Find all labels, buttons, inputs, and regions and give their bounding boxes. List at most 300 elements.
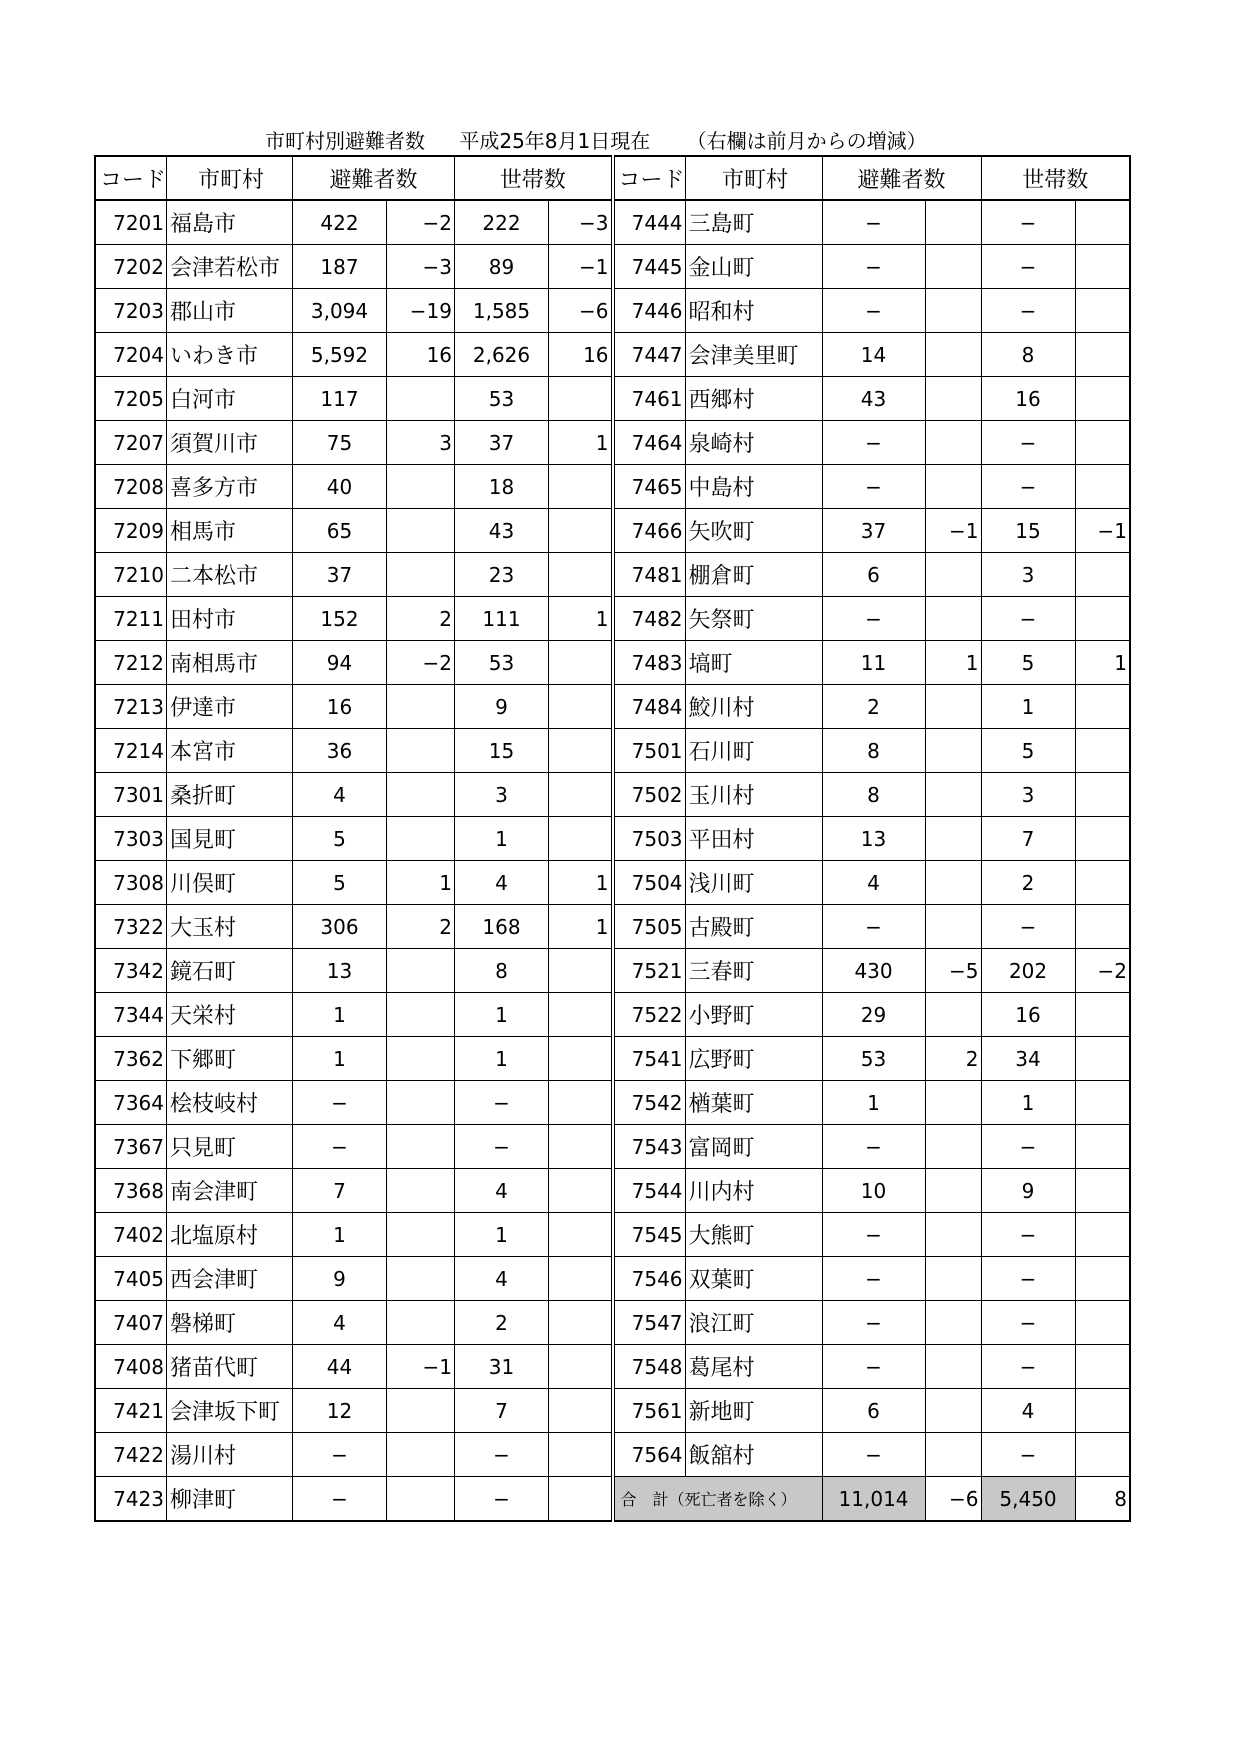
evacuees-change: [925, 861, 981, 905]
municipality-name: 楢葉町: [685, 1081, 822, 1125]
evacuees-count: 9: [293, 1257, 387, 1301]
households-change: [549, 509, 613, 553]
table-row: [95, 465, 1130, 509]
households-change: [1075, 861, 1130, 905]
evacuees-change: [387, 949, 455, 993]
households-change: [549, 685, 613, 729]
municipality-code: 7202: [95, 245, 167, 289]
municipality-code: 7484: [613, 685, 686, 729]
households-count: 53: [455, 641, 549, 685]
households-change: [549, 1345, 613, 1389]
evacuees-change: [925, 465, 981, 509]
municipality-code: 7447: [613, 333, 686, 377]
municipality-code: 7522: [613, 993, 686, 1037]
evacuees-change: −5: [925, 949, 981, 993]
evacuees-count: 117: [293, 377, 387, 421]
households-change: −2: [1075, 949, 1130, 993]
municipality-code: 7483: [613, 641, 686, 685]
municipality-code: 7542: [613, 1081, 686, 1125]
municipality-name: 中島村: [685, 465, 822, 509]
households-count: −: [981, 245, 1075, 289]
municipality-name: 猪苗代町: [167, 1345, 293, 1389]
households-change: [549, 817, 613, 861]
households-count: 37: [455, 421, 549, 465]
table-row: [95, 1125, 1130, 1169]
households-count: 7: [455, 1389, 549, 1433]
evacuees-count: 422: [293, 200, 387, 245]
municipality-name: 湯川村: [167, 1433, 293, 1477]
households-count: 5: [981, 729, 1075, 773]
households-change: [549, 641, 613, 685]
municipality-code: 7342: [95, 949, 167, 993]
municipality-name: 須賀川市: [167, 421, 293, 465]
municipality-name: 玉川村: [685, 773, 822, 817]
table-row: [95, 685, 1130, 729]
households-count: 1: [455, 817, 549, 861]
total-households-change: 8: [1075, 1477, 1130, 1522]
municipality-name: 南相馬市: [167, 641, 293, 685]
table-row: [95, 509, 1130, 553]
municipality-name: 本宮市: [167, 729, 293, 773]
municipality-code: 7548: [613, 1345, 686, 1389]
header-evacuees-left: 避難者数: [293, 156, 455, 200]
evacuees-count: −: [293, 1125, 387, 1169]
households-count: −: [981, 1125, 1075, 1169]
households-change: 1: [549, 421, 613, 465]
evacuees-count: 3,094: [293, 289, 387, 333]
municipality-code: 7364: [95, 1081, 167, 1125]
households-count: 8: [455, 949, 549, 993]
evacuees-count: −: [822, 200, 925, 245]
municipality-name: 古殿町: [685, 905, 822, 949]
evacuees-count: 1: [822, 1081, 925, 1125]
households-count: −: [455, 1433, 549, 1477]
evacuees-count: 1: [293, 1037, 387, 1081]
evacuees-change: 1: [387, 861, 455, 905]
evacuees-count: 430: [822, 949, 925, 993]
households-change: [1075, 1037, 1130, 1081]
evacuees-count: 10: [822, 1169, 925, 1213]
evacuees-count: −: [822, 1213, 925, 1257]
table-row: [95, 377, 1130, 421]
evacuees-change: [387, 1081, 455, 1125]
municipality-code: 7545: [613, 1213, 686, 1257]
municipality-code: 7423: [95, 1477, 167, 1522]
evacuee-table: [94, 155, 1131, 1522]
households-count: 23: [455, 553, 549, 597]
evacuees-count: −: [822, 421, 925, 465]
households-count: 1: [455, 1213, 549, 1257]
evacuees-change: −1: [387, 1345, 455, 1389]
municipality-code: 7205: [95, 377, 167, 421]
evacuees-change: [387, 1477, 455, 1522]
evacuees-change: [925, 773, 981, 817]
households-change: [1075, 1081, 1130, 1125]
households-count: 4: [981, 1389, 1075, 1433]
municipality-code: 7210: [95, 553, 167, 597]
evacuees-count: 2: [822, 685, 925, 729]
households-change: [1075, 553, 1130, 597]
municipality-name: 会津若松市: [167, 245, 293, 289]
households-change: [549, 773, 613, 817]
total-label: 合 計（死亡者を除く）: [613, 1477, 823, 1522]
evacuees-count: 1: [293, 993, 387, 1037]
households-count: 1: [981, 1081, 1075, 1125]
table-row: [95, 597, 1130, 641]
households-count: 9: [455, 685, 549, 729]
municipality-code: 7213: [95, 685, 167, 729]
evacuees-count: −: [822, 245, 925, 289]
households-change: [1075, 773, 1130, 817]
table-row: [95, 333, 1130, 377]
households-count: −: [981, 465, 1075, 509]
households-change: [549, 993, 613, 1037]
municipality-code: 7408: [95, 1345, 167, 1389]
households-count: 4: [455, 1169, 549, 1213]
evacuees-count: 37: [822, 509, 925, 553]
households-change: [549, 1213, 613, 1257]
municipality-name: 喜多方市: [167, 465, 293, 509]
evacuees-change: 3: [387, 421, 455, 465]
municipality-name: 平田村: [685, 817, 822, 861]
evacuees-count: 6: [822, 553, 925, 597]
evacuees-change: [925, 1433, 981, 1477]
municipality-name: 三春町: [685, 949, 822, 993]
evacuees-count: 7: [293, 1169, 387, 1213]
municipality-name: 棚倉町: [685, 553, 822, 597]
municipality-name: 飯舘村: [685, 1433, 822, 1477]
households-count: 16: [981, 993, 1075, 1037]
evacuees-change: [387, 1169, 455, 1213]
households-change: [549, 949, 613, 993]
evacuees-change: [925, 1125, 981, 1169]
households-change: [1075, 333, 1130, 377]
evacuees-count: 44: [293, 1345, 387, 1389]
households-count: 15: [455, 729, 549, 773]
households-change: [549, 1169, 613, 1213]
municipality-name: 昭和村: [685, 289, 822, 333]
municipality-code: 7445: [613, 245, 686, 289]
municipality-code: 7209: [95, 509, 167, 553]
evacuees-change: [387, 773, 455, 817]
municipality-name: 下郷町: [167, 1037, 293, 1081]
households-count: 2: [981, 861, 1075, 905]
households-count: 168: [455, 905, 549, 949]
header-code-left: コード: [95, 156, 167, 200]
evacuees-change: [387, 553, 455, 597]
municipality-code: 7344: [95, 993, 167, 1037]
municipality-name: 西郷村: [685, 377, 822, 421]
evacuees-change: [387, 729, 455, 773]
households-change: [549, 1433, 613, 1477]
table-row: [95, 1477, 1130, 1522]
evacuees-count: 53: [822, 1037, 925, 1081]
municipality-code: 7501: [613, 729, 686, 773]
households-count: 3: [981, 553, 1075, 597]
evacuees-count: −: [822, 1301, 925, 1345]
households-change: [1075, 993, 1130, 1037]
evacuees-change: [925, 993, 981, 1037]
table-row: [95, 1433, 1130, 1477]
table-row: [95, 421, 1130, 465]
evacuees-count: 29: [822, 993, 925, 1037]
municipality-code: 7402: [95, 1213, 167, 1257]
table-row: [95, 1213, 1130, 1257]
evacuees-change: [925, 1213, 981, 1257]
title-main: 市町村別避難者数: [265, 129, 425, 153]
municipality-code: 7561: [613, 1389, 686, 1433]
evacuees-count: −: [293, 1433, 387, 1477]
evacuees-change: −2: [387, 641, 455, 685]
municipality-code: 7407: [95, 1301, 167, 1345]
evacuees-change: [387, 817, 455, 861]
evacuees-count: 13: [293, 949, 387, 993]
municipality-code: 7207: [95, 421, 167, 465]
households-change: [1075, 421, 1130, 465]
table-row: [95, 1169, 1130, 1213]
households-count: 31: [455, 1345, 549, 1389]
table-row: [95, 729, 1130, 773]
municipality-code: 7203: [95, 289, 167, 333]
households-change: [1075, 1169, 1130, 1213]
municipality-name: 桑折町: [167, 773, 293, 817]
households-count: 34: [981, 1037, 1075, 1081]
municipality-name: 浪江町: [685, 1301, 822, 1345]
evacuees-change: [925, 245, 981, 289]
municipality-name: 白河市: [167, 377, 293, 421]
municipality-name: 会津美里町: [685, 333, 822, 377]
municipality-name: 伊達市: [167, 685, 293, 729]
evacuees-count: −: [822, 1257, 925, 1301]
municipality-code: 7362: [95, 1037, 167, 1081]
municipality-name: 双葉町: [685, 1257, 822, 1301]
households-change: [1075, 597, 1130, 641]
evacuees-count: 1: [293, 1213, 387, 1257]
households-change: [549, 1125, 613, 1169]
municipality-name: 田村市: [167, 597, 293, 641]
households-change: [549, 729, 613, 773]
evacuees-change: 2: [387, 905, 455, 949]
evacuees-count: 306: [293, 905, 387, 949]
evacuees-change: [387, 993, 455, 1037]
households-change: −1: [1075, 509, 1130, 553]
households-change: 16: [549, 333, 613, 377]
title-note: （右欄は前月からの増減）: [686, 129, 927, 153]
municipality-name: 広野町: [685, 1037, 822, 1081]
municipality-code: 7421: [95, 1389, 167, 1433]
municipality-name: 矢吹町: [685, 509, 822, 553]
municipality-code: 7503: [613, 817, 686, 861]
municipality-name: いわき市: [167, 333, 293, 377]
evacuees-count: 43: [822, 377, 925, 421]
municipality-code: 7461: [613, 377, 686, 421]
households-count: 222: [455, 200, 549, 245]
evacuees-change: [925, 333, 981, 377]
households-count: 1: [455, 1037, 549, 1081]
municipality-name: 富岡町: [685, 1125, 822, 1169]
municipality-code: 7367: [95, 1125, 167, 1169]
municipality-name: 西会津町: [167, 1257, 293, 1301]
municipality-name: 只見町: [167, 1125, 293, 1169]
households-change: −6: [549, 289, 613, 333]
municipality-code: 7543: [613, 1125, 686, 1169]
households-change: [549, 377, 613, 421]
document-title: [265, 125, 927, 154]
households-count: 2,626: [455, 333, 549, 377]
households-count: 3: [981, 773, 1075, 817]
households-change: [549, 1477, 613, 1522]
households-change: [1075, 729, 1130, 773]
municipality-code: 7466: [613, 509, 686, 553]
households-change: 1: [549, 861, 613, 905]
evacuees-change: [387, 1037, 455, 1081]
municipality-name: 葛尾村: [685, 1345, 822, 1389]
households-count: −: [981, 200, 1075, 245]
households-change: −1: [549, 245, 613, 289]
municipality-name: 郡山市: [167, 289, 293, 333]
municipality-name: 大玉村: [167, 905, 293, 949]
evacuees-change: [925, 1169, 981, 1213]
evacuees-count: 94: [293, 641, 387, 685]
table-row: [95, 773, 1130, 817]
households-change: [1075, 377, 1130, 421]
households-count: 1,585: [455, 289, 549, 333]
households-count: −: [981, 1301, 1075, 1345]
header-name-right: 市町村: [685, 156, 822, 200]
evacuees-change: [387, 377, 455, 421]
municipality-code: 7211: [95, 597, 167, 641]
households-count: 16: [981, 377, 1075, 421]
households-change: 1: [549, 597, 613, 641]
evacuees-change: [925, 553, 981, 597]
evacuees-count: 8: [822, 773, 925, 817]
households-count: −: [981, 905, 1075, 949]
households-count: 18: [455, 465, 549, 509]
evacuees-change: −1: [925, 509, 981, 553]
households-count: 8: [981, 333, 1075, 377]
households-count: 2: [455, 1301, 549, 1345]
households-count: 15: [981, 509, 1075, 553]
evacuees-count: 8: [822, 729, 925, 773]
evacuees-count: −: [822, 465, 925, 509]
households-count: 1: [455, 993, 549, 1037]
municipality-code: 7208: [95, 465, 167, 509]
households-count: 5: [981, 641, 1075, 685]
table-row: [95, 1081, 1130, 1125]
evacuees-change: [387, 509, 455, 553]
evacuees-count: 13: [822, 817, 925, 861]
municipality-code: 7405: [95, 1257, 167, 1301]
households-change: [1075, 245, 1130, 289]
municipality-code: 7201: [95, 200, 167, 245]
municipality-code: 7547: [613, 1301, 686, 1345]
households-count: −: [981, 1345, 1075, 1389]
evacuees-count: 5: [293, 861, 387, 905]
municipality-code: 7444: [613, 200, 686, 245]
households-count: 7: [981, 817, 1075, 861]
table-row: [95, 1345, 1130, 1389]
evacuees-count: 4: [293, 773, 387, 817]
municipality-name: 塙町: [685, 641, 822, 685]
header-row: [95, 156, 1130, 200]
municipality-name: 新地町: [685, 1389, 822, 1433]
evacuees-change: −2: [387, 200, 455, 245]
municipality-name: 天栄村: [167, 993, 293, 1037]
evacuees-count: −: [293, 1477, 387, 1522]
municipality-name: 小野町: [685, 993, 822, 1037]
evacuees-change: [387, 685, 455, 729]
households-count: 111: [455, 597, 549, 641]
municipality-name: 二本松市: [167, 553, 293, 597]
households-count: −: [981, 1213, 1075, 1257]
municipality-code: 7214: [95, 729, 167, 773]
households-count: −: [455, 1477, 549, 1522]
header-evacuees-right: 避難者数: [822, 156, 981, 200]
municipality-code: 7481: [613, 553, 686, 597]
households-count: −: [981, 289, 1075, 333]
table-row: [95, 993, 1130, 1037]
table-row: [95, 817, 1130, 861]
evacuees-count: −: [822, 289, 925, 333]
households-change: −3: [549, 200, 613, 245]
households-count: 202: [981, 949, 1075, 993]
evacuees-change: [925, 1257, 981, 1301]
municipality-code: 7301: [95, 773, 167, 817]
evacuees-count: −: [822, 905, 925, 949]
municipality-name: 矢祭町: [685, 597, 822, 641]
households-change: [1075, 1125, 1130, 1169]
municipality-code: 7303: [95, 817, 167, 861]
table-row: [95, 861, 1130, 905]
evacuees-count: 11: [822, 641, 925, 685]
municipality-code: 7544: [613, 1169, 686, 1213]
table-row: [95, 1257, 1130, 1301]
table-row: [95, 641, 1130, 685]
municipality-code: 7204: [95, 333, 167, 377]
table-row: [95, 1301, 1130, 1345]
households-change: [1075, 1257, 1130, 1301]
evacuees-count: −: [293, 1081, 387, 1125]
total-households: 5,450: [981, 1477, 1075, 1522]
evacuees-change: [925, 817, 981, 861]
table-row: [95, 905, 1130, 949]
municipality-code: 7368: [95, 1169, 167, 1213]
evacuees-change: [925, 1301, 981, 1345]
households-change: [1075, 905, 1130, 949]
evacuees-count: 4: [293, 1301, 387, 1345]
table-row: [95, 200, 1130, 245]
municipality-code: 7322: [95, 905, 167, 949]
households-change: [1075, 1389, 1130, 1433]
households-count: 9: [981, 1169, 1075, 1213]
households-change: [1075, 685, 1130, 729]
households-change: [1075, 289, 1130, 333]
municipality-name: 川内村: [685, 1169, 822, 1213]
municipality-code: 7521: [613, 949, 686, 993]
evacuees-change: 16: [387, 333, 455, 377]
municipality-name: 金山町: [685, 245, 822, 289]
households-count: 1: [981, 685, 1075, 729]
municipality-name: 鏡石町: [167, 949, 293, 993]
municipality-name: 会津坂下町: [167, 1389, 293, 1433]
evacuees-change: [387, 1433, 455, 1477]
municipality-code: 7505: [613, 905, 686, 949]
municipality-name: 川俣町: [167, 861, 293, 905]
municipality-name: 泉崎村: [685, 421, 822, 465]
evacuees-change: [925, 289, 981, 333]
evacuees-count: 6: [822, 1389, 925, 1433]
municipality-code: 7308: [95, 861, 167, 905]
